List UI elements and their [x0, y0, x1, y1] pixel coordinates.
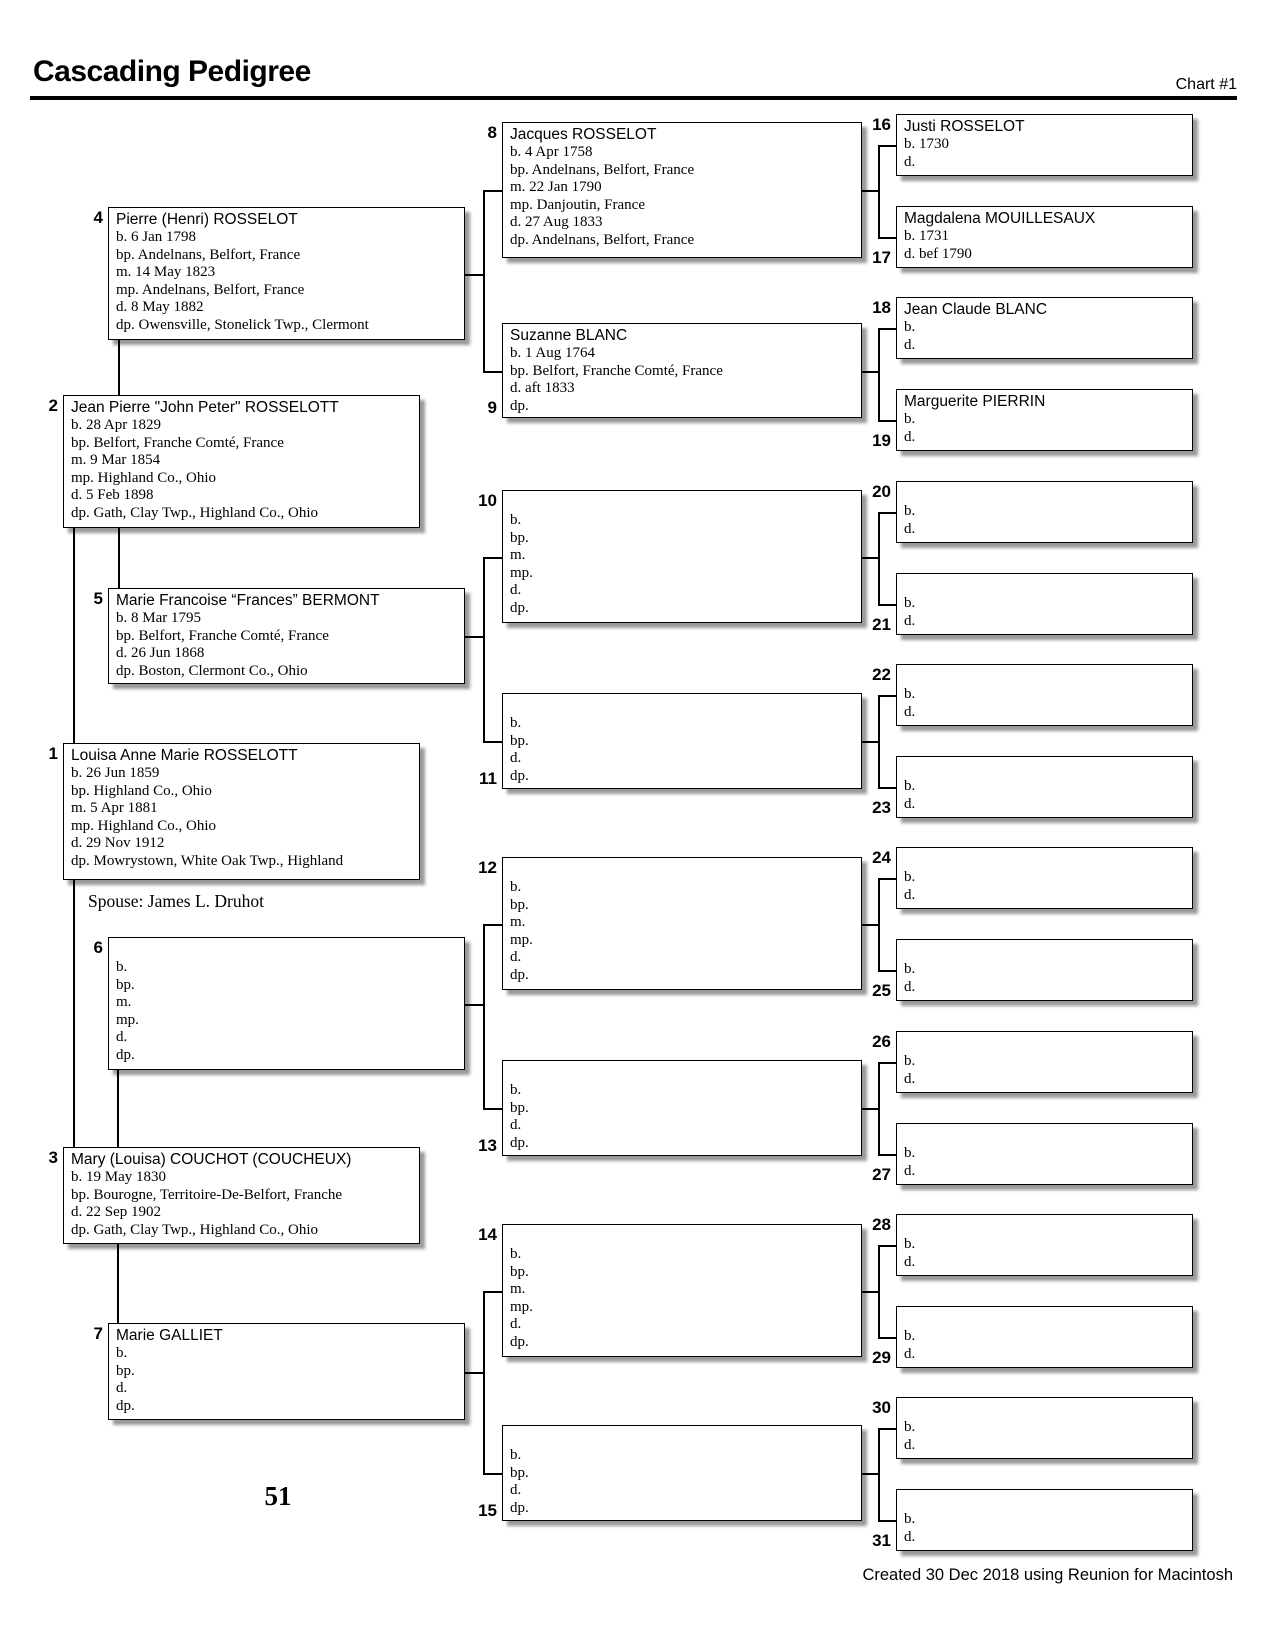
person-name	[904, 1218, 1188, 1236]
person-detail-line: d.	[904, 1162, 916, 1179]
person-detail-line: bp. Belfort, Franche Comté, France	[116, 627, 329, 644]
bracket-stub-line	[483, 1108, 502, 1110]
person-box-16	[896, 114, 1193, 176]
person-box-30	[896, 1397, 1193, 1459]
person-detail-line: m.	[510, 914, 526, 930]
person-name	[510, 697, 857, 715]
person-box-17	[896, 206, 1193, 268]
bracket-stub-line	[878, 1337, 896, 1339]
person-detail-line: m. 22 Jan 1790	[510, 179, 602, 195]
bracket-stub-line	[878, 695, 896, 697]
person-box-6	[108, 937, 465, 1070]
person-name: Pierre (Henri) ROSSELOT	[116, 211, 298, 228]
person-detail-line: b.	[510, 879, 522, 895]
person-detail-line: dp. Gath, Clay Twp., Highland Co., Ohio	[71, 504, 318, 521]
person-detail-line: dp.	[116, 1046, 135, 1063]
person-detail-line: d.	[904, 1253, 916, 1270]
person-number-27: 27	[872, 1165, 891, 1184]
person-detail-line: mp.	[510, 931, 533, 948]
person-detail-line: d.	[510, 582, 522, 598]
bracket-feed-line	[465, 1004, 483, 1006]
person-detail-line: bp. Bourogne, Territoire-De-Belfort, Franche	[71, 1186, 343, 1203]
bracket-stub-line	[483, 190, 502, 192]
bracket-line	[483, 924, 485, 1108]
person-detail-line: d. 29 Nov 1912	[71, 835, 165, 851]
person-detail-line: d.	[510, 1482, 522, 1498]
person-name	[904, 851, 1188, 869]
person-detail-line: b.	[904, 411, 916, 427]
person-name: Mary (Louisa) COUCHOT (COUCHEUX)	[71, 1151, 352, 1168]
person-box-22	[896, 664, 1193, 726]
person-detail-line: b.	[510, 1082, 522, 1098]
bracket-stub-line	[878, 328, 896, 330]
person-detail-line: d.	[904, 886, 916, 903]
person-detail-line: d.	[904, 428, 916, 445]
person-detail-line: bp. Highland Co., Ohio	[71, 782, 212, 799]
bracket-stub-line	[878, 512, 896, 514]
person-detail-line: bp. Belfort, Franche Comté, France	[510, 362, 723, 379]
person-detail-line: b.	[904, 686, 916, 702]
bracket-line	[483, 190, 485, 371]
person-detail-line: d.	[904, 1436, 916, 1453]
person-box-4	[108, 207, 465, 340]
person-detail-line: d.	[116, 1029, 128, 1045]
person-detail-line: b. 1730	[904, 136, 949, 152]
person-name	[904, 1401, 1188, 1419]
cascade-line	[117, 1070, 119, 1147]
person-detail-line: bp.	[510, 1099, 529, 1116]
person-number-20: 20	[872, 482, 891, 501]
bracket-line	[878, 145, 880, 237]
person-detail-line: mp. Highland Co., Ohio	[71, 469, 216, 486]
person-detail-line: bp. Andelnans, Belfort, France	[116, 246, 301, 263]
person-detail-line: m. 14 May 1823	[116, 264, 216, 280]
person-detail-line: dp.	[510, 1333, 529, 1350]
person-detail-line: mp. Andelnans, Belfort, France	[116, 281, 305, 298]
person-detail-line: mp.	[510, 564, 533, 581]
person-detail-line: b.	[904, 961, 916, 977]
person-number-29: 29	[872, 1348, 891, 1367]
person-number-16: 16	[872, 115, 891, 134]
person-name	[904, 943, 1188, 961]
person-box-28	[896, 1214, 1193, 1276]
person-number-9: 9	[487, 398, 497, 417]
person-detail-line: mp. Highland Co., Ohio	[71, 817, 216, 834]
bracket-stub-line	[878, 604, 896, 606]
person-name: Jacques ROSSELOT	[510, 126, 657, 143]
person-number-18: 18	[872, 298, 891, 317]
person-detail-line: b.	[904, 503, 916, 519]
chart-number-label: Chart #1	[1175, 76, 1237, 93]
person-detail-line: b. 26 Jun 1859	[71, 765, 160, 781]
person-number-6: 6	[93, 938, 103, 957]
bracket-line	[878, 328, 880, 420]
bracket-stub-line	[878, 1062, 896, 1064]
person-detail-line: b.	[904, 1328, 916, 1344]
person-number-3: 3	[48, 1148, 58, 1167]
bracket-stub-line	[483, 1473, 502, 1475]
person-detail-line: b.	[904, 319, 916, 335]
bracket-feed-line	[862, 371, 878, 373]
person-box-11	[502, 693, 862, 789]
bracket-feed-line	[862, 1108, 878, 1110]
person-detail-line: b.	[510, 512, 522, 528]
person-box-25	[896, 939, 1193, 1001]
person-detail-line: d.	[904, 1345, 916, 1362]
person-number-2: 2	[48, 396, 58, 415]
bracket-stub-line	[878, 970, 896, 972]
person-detail-line: d.	[904, 336, 916, 353]
person-name: Marie Francoise “Frances” BERMONT	[116, 592, 380, 609]
bracket-stub-line	[878, 1154, 896, 1156]
person-detail-line: d. 8 May 1882	[116, 299, 204, 315]
bracket-feed-line	[862, 924, 878, 926]
bracket-line	[878, 878, 880, 970]
bracket-stub-line	[878, 1428, 896, 1430]
person-box-21	[896, 573, 1193, 635]
person-number-4: 4	[93, 208, 103, 227]
person-detail-line: b. 1 Aug 1764	[510, 345, 596, 361]
person-number-7: 7	[93, 1324, 103, 1343]
person-detail-line: d.	[904, 795, 916, 812]
bracket-stub-line	[878, 787, 896, 789]
person-number-21: 21	[872, 615, 891, 634]
person-detail-line: d.	[116, 1380, 128, 1396]
person-number-22: 22	[872, 665, 891, 684]
person-number-26: 26	[872, 1032, 891, 1051]
person-detail-line: b.	[904, 869, 916, 885]
person-detail-line: mp. Danjoutin, France	[510, 196, 645, 213]
bracket-stub-line	[483, 1291, 502, 1293]
bracket-line	[483, 1291, 485, 1473]
bracket-stub-line	[878, 1245, 896, 1247]
bracket-line	[878, 1428, 880, 1520]
person-detail-line: dp. Boston, Clermont Co., Ohio	[116, 662, 308, 679]
person-detail-line: b.	[904, 1419, 916, 1435]
bracket-stub-line	[483, 557, 502, 559]
bracket-feed-line	[465, 1372, 483, 1374]
person-box-13	[502, 1060, 862, 1156]
bracket-feed-line	[862, 190, 878, 192]
person-detail-line: b.	[904, 1511, 916, 1527]
person-detail-line: bp. Andelnans, Belfort, France	[510, 161, 695, 178]
person-box-5	[108, 588, 465, 684]
person-detail-line: b.	[904, 1053, 916, 1069]
person-number-17: 17	[872, 248, 891, 267]
person-number-11: 11	[479, 769, 497, 788]
person-detail-line: m.	[510, 547, 526, 563]
person-detail-line: dp.	[510, 1499, 529, 1516]
cascade-line	[117, 1244, 119, 1323]
person-number-23: 23	[872, 798, 891, 817]
person-number-1: 1	[48, 744, 58, 763]
person-detail-line: b. 6 Jan 1798	[116, 229, 196, 245]
person-detail-line: d. bef 1790	[904, 245, 972, 262]
person-box-31	[896, 1489, 1193, 1551]
person-detail-line: m. 5 Apr 1881	[71, 800, 158, 816]
bracket-feed-line	[862, 557, 878, 559]
person-detail-line: d. 22 Sep 1902	[71, 1204, 161, 1220]
bracket-line	[878, 512, 880, 604]
person-box-24	[896, 847, 1193, 909]
person-name	[904, 760, 1188, 778]
person-name: Jean Claude BLANC	[904, 301, 1048, 318]
person-detail-line: d.	[510, 949, 522, 965]
person-detail-line: mp.	[510, 1298, 533, 1315]
page-title: Cascading Pedigree	[33, 55, 311, 88]
bracket-feed-line	[862, 1473, 878, 1475]
person-name	[904, 1310, 1188, 1328]
person-name	[904, 668, 1188, 686]
person-box-20	[896, 481, 1193, 543]
person-detail-line: b.	[510, 1246, 522, 1262]
person-detail-line: mp.	[116, 1011, 139, 1028]
bracket-stub-line	[483, 741, 502, 743]
person-detail-line: dp. Andelnans, Belfort, France	[510, 231, 695, 248]
person-box-29	[896, 1306, 1193, 1368]
person-detail-line: bp.	[510, 529, 529, 546]
person-box-23	[896, 756, 1193, 818]
person-detail-line: dp.	[510, 599, 529, 616]
bracket-stub-line	[878, 1520, 896, 1522]
person-number-31: 31	[872, 1531, 891, 1550]
bracket-line	[878, 1245, 880, 1337]
bracket-stub-line	[878, 420, 896, 422]
bracket-feed-line	[862, 741, 878, 743]
person-box-7	[108, 1323, 465, 1420]
person-box-15	[502, 1425, 862, 1521]
person-box-2	[63, 395, 420, 528]
person-detail-line: d.	[904, 978, 916, 995]
person-number-14: 14	[478, 1225, 497, 1244]
person-box-8	[502, 122, 862, 258]
person-name: Magdalena MOUILLESAUX	[904, 210, 1096, 227]
person-detail-line: d. 27 Aug 1833	[510, 214, 603, 230]
person-detail-line: dp.	[510, 767, 529, 784]
person-detail-line: bp.	[510, 1263, 529, 1280]
person-name: Marie GALLIET	[116, 1327, 223, 1344]
person-detail-line: b.	[116, 959, 128, 975]
person-detail-line: dp.	[510, 1134, 529, 1151]
person-number-30: 30	[872, 1398, 891, 1417]
person-name	[904, 1035, 1188, 1053]
person-name: Louisa Anne Marie ROSSELOTT	[71, 747, 298, 764]
person-detail-line: d.	[510, 1316, 522, 1332]
bracket-feed-line	[465, 274, 483, 276]
person-box-3	[63, 1147, 420, 1244]
bracket-stub-line	[483, 371, 502, 373]
cascade-line	[118, 340, 120, 395]
person-name	[904, 577, 1188, 595]
person-box-12	[502, 857, 862, 990]
bracket-line	[483, 557, 485, 741]
person-detail-line: b. 1731	[904, 228, 949, 244]
person-detail-line: b. 8 Mar 1795	[116, 610, 201, 626]
person-detail-line: dp. Owensville, Stonelick Twp., Clermont	[116, 316, 369, 333]
person-detail-line: d.	[904, 520, 916, 537]
person-detail-line: bp.	[116, 1362, 135, 1379]
person-detail-line: m.	[116, 994, 132, 1010]
person-name	[116, 941, 460, 959]
person-name	[510, 494, 857, 512]
person-detail-line: dp.	[510, 397, 529, 414]
person-detail-line: m.	[510, 1281, 526, 1297]
person-detail-line: d.	[904, 703, 916, 720]
person-detail-line: bp.	[510, 732, 529, 749]
person-detail-line: b. 28 Apr 1829	[71, 417, 161, 433]
person-detail-line: dp. Gath, Clay Twp., Highland Co., Ohio	[71, 1221, 318, 1238]
person-detail-line: d. 26 Jun 1868	[116, 645, 205, 661]
page-number: 51	[264, 1481, 292, 1511]
person-detail-line: bp.	[510, 1464, 529, 1481]
person-detail-line: b. 4 Apr 1758	[510, 144, 593, 160]
person-detail-line: d.	[510, 1117, 522, 1133]
person-detail-line: b.	[510, 715, 522, 731]
person-detail-line: d. 5 Feb 1898	[71, 487, 154, 503]
person-box-26	[896, 1031, 1193, 1093]
footer-credit: Created 30 Dec 2018 using Reunion for Macintosh	[862, 1566, 1233, 1584]
person-detail-line: b.	[510, 1447, 522, 1463]
bracket-feed-line	[862, 1291, 878, 1293]
person-box-9	[502, 323, 862, 418]
person-name	[510, 1064, 857, 1082]
cascade-line	[73, 880, 75, 1147]
person-detail-line: bp.	[510, 896, 529, 913]
person-number-19: 19	[872, 431, 891, 450]
person-detail-line: bp. Belfort, Franche Comté, France	[71, 434, 284, 451]
person-detail-line: b.	[116, 1345, 128, 1361]
person-detail-line: b.	[904, 1145, 916, 1161]
person-detail-line: dp.	[116, 1397, 135, 1414]
bracket-stub-line	[878, 878, 896, 880]
person-name	[904, 1127, 1188, 1145]
person-detail-line: b.	[904, 1236, 916, 1252]
bracket-line	[878, 695, 880, 787]
person-name	[904, 485, 1188, 503]
cascade-line	[118, 528, 120, 588]
person-detail-line: d.	[904, 612, 916, 629]
person-box-18	[896, 297, 1193, 359]
bracket-line	[878, 1062, 880, 1154]
person-detail-line: d.	[904, 1070, 916, 1087]
person-detail-line: b. 19 May 1830	[71, 1169, 166, 1185]
person-detail-line: d.	[904, 153, 916, 170]
person-number-12: 12	[478, 858, 497, 877]
person-box-10	[502, 490, 862, 623]
person-detail-line: bp.	[116, 976, 135, 993]
person-detail-line: d. aft 1833	[510, 380, 575, 396]
person-number-10: 10	[478, 491, 497, 510]
person-number-25: 25	[872, 981, 891, 1000]
person-box-19	[896, 389, 1193, 451]
person-detail-line: d.	[904, 1528, 916, 1545]
person-name	[904, 1493, 1188, 1511]
person-number-5: 5	[93, 589, 103, 608]
person-box-14	[502, 1224, 862, 1357]
person-name: Justi ROSSELOT	[904, 118, 1025, 135]
person-name	[510, 1429, 857, 1447]
person-name: Suzanne BLANC	[510, 327, 628, 344]
person-detail-line: dp.	[510, 966, 529, 983]
person-detail-line: d.	[510, 750, 522, 766]
bracket-feed-line	[465, 636, 483, 638]
title-rule	[30, 96, 1237, 100]
person-detail-line: m. 9 Mar 1854	[71, 452, 161, 468]
person-box-1	[63, 743, 420, 880]
person-number-15: 15	[478, 1501, 497, 1520]
bracket-stub-line	[878, 237, 896, 239]
person-detail-line: dp. Mowrystown, White Oak Twp., Highland	[71, 852, 344, 869]
person-number-28: 28	[872, 1215, 891, 1234]
person-box-27	[896, 1123, 1193, 1185]
person-name	[510, 1228, 857, 1246]
person-name: Marguerite PIERRIN	[904, 393, 1046, 410]
cascade-line	[73, 528, 75, 743]
bracket-stub-line	[878, 145, 896, 147]
person-name: Jean Pierre "John Peter" ROSSELOTT	[71, 399, 339, 416]
person-detail-line: b.	[904, 778, 916, 794]
person-number-24: 24	[872, 848, 891, 867]
person-number-13: 13	[478, 1136, 497, 1155]
person-number-8: 8	[487, 123, 497, 142]
bracket-stub-line	[483, 924, 502, 926]
spouse-note: Spouse: James L. Druhot	[88, 891, 264, 911]
person-detail-line: b.	[904, 595, 916, 611]
person-name	[510, 861, 857, 879]
